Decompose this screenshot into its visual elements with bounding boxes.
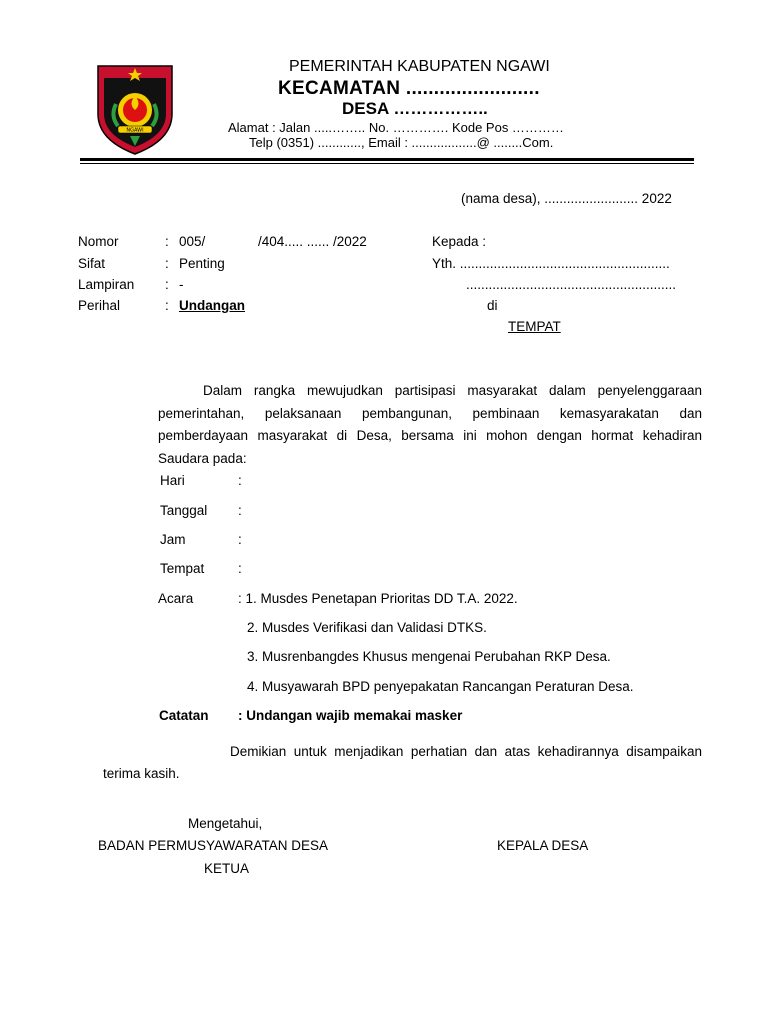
ngawi-regency-emblem — [94, 60, 176, 156]
letterhead-district: KECAMATAN ........................ — [278, 78, 540, 99]
sifat-colon: : — [165, 256, 169, 271]
kepala-desa-title: KEPALA DESA — [497, 838, 589, 853]
mengetahui-label: Mengetahui, — [188, 816, 263, 831]
nomor-label: Nomor — [78, 234, 119, 249]
letterhead-rule-thick — [80, 158, 694, 161]
svg-text:NGAWI: NGAWI — [126, 127, 144, 134]
perihal-value: Undangan — [179, 298, 245, 313]
kepada-label: Kepada : — [432, 234, 487, 249]
catatan-value: : Undangan wajib memakai masker — [238, 708, 463, 723]
catatan-label: Catatan — [159, 708, 209, 723]
ketua-title: KETUA — [204, 861, 250, 876]
tanggal-colon: : — [238, 503, 242, 518]
jam-colon: : — [238, 532, 242, 547]
perihal-label: Perihal — [78, 298, 121, 313]
nomor-value: 005/ — [179, 234, 206, 249]
sifat-value: Penting — [179, 256, 225, 271]
letterhead-contact: Telp (0351) ............, Email : ..................@ ........Com. — [249, 135, 554, 150]
letterhead-regency: PEMERINTAH KABUPATEN NGAWI — [289, 58, 550, 75]
perihal-colon: : — [165, 298, 169, 313]
jam-label: Jam — [160, 532, 186, 547]
recipient-yth: Yth. ........................................................ — [432, 256, 670, 271]
sifat-label: Sifat — [78, 256, 106, 271]
lampiran-label: Lampiran — [78, 277, 135, 292]
nomor-colon: : — [165, 234, 169, 249]
acara-item-3: 3. Musrenbangdes Khusus mengenai Perubahan RKP Desa. — [247, 649, 611, 664]
tempat-colon: : — [238, 561, 242, 576]
lampiran-value: - — [179, 277, 184, 292]
place-date: (nama desa), ......................... 2022 — [461, 191, 672, 206]
recipient-line2: ........................................................ — [466, 277, 677, 292]
letterhead-village: DESA …………….. — [342, 99, 488, 118]
tanggal-label: Tanggal — [160, 503, 208, 518]
acara-label: Acara — [158, 591, 194, 606]
hari-colon: : — [238, 473, 242, 488]
acara-item-2: 2. Musdes Verifikasi dan Validasi DTKS. — [247, 620, 487, 635]
opening-paragraph: Dalam rangka mewujudkan partisipasi masyarakat dalam penyelenggaraan pemerintahan, pelaksanaan pembangunan, pembinaan kemasyarakatan dan pemberdayaan masyarakat di Desa, bersama ini mohon dengan hormat kehadiran Saudara pada: — [158, 383, 702, 466]
bpd-title: BADAN PERMUSYAWARATAN DESA — [98, 838, 329, 853]
letterhead-address: Alamat : Jalan .....…….. No. …………. Kode Pos ………… — [228, 120, 564, 135]
recipient-di: di — [487, 298, 498, 313]
nomor-value-suffix: /404..... ...... /2022 — [258, 234, 367, 249]
recipient-tempat: TEMPAT — [508, 319, 561, 334]
lampiran-colon: : — [165, 277, 169, 292]
acara-item-1: : 1. Musdes Penetapan Prioritas DD T.A. 2022. — [238, 591, 518, 606]
hari-label: Hari — [160, 473, 185, 488]
tempat-label: Tempat — [160, 561, 205, 576]
letterhead-rule-thin — [80, 163, 694, 164]
acara-item-4: 4. Musyawarah BPD penyepakatan Rancangan Peraturan Desa. — [247, 679, 634, 694]
closing-paragraph: Demikian untuk menjadikan perhatian dan atas kehadirannya disampaikan terima kasih. — [103, 744, 702, 781]
